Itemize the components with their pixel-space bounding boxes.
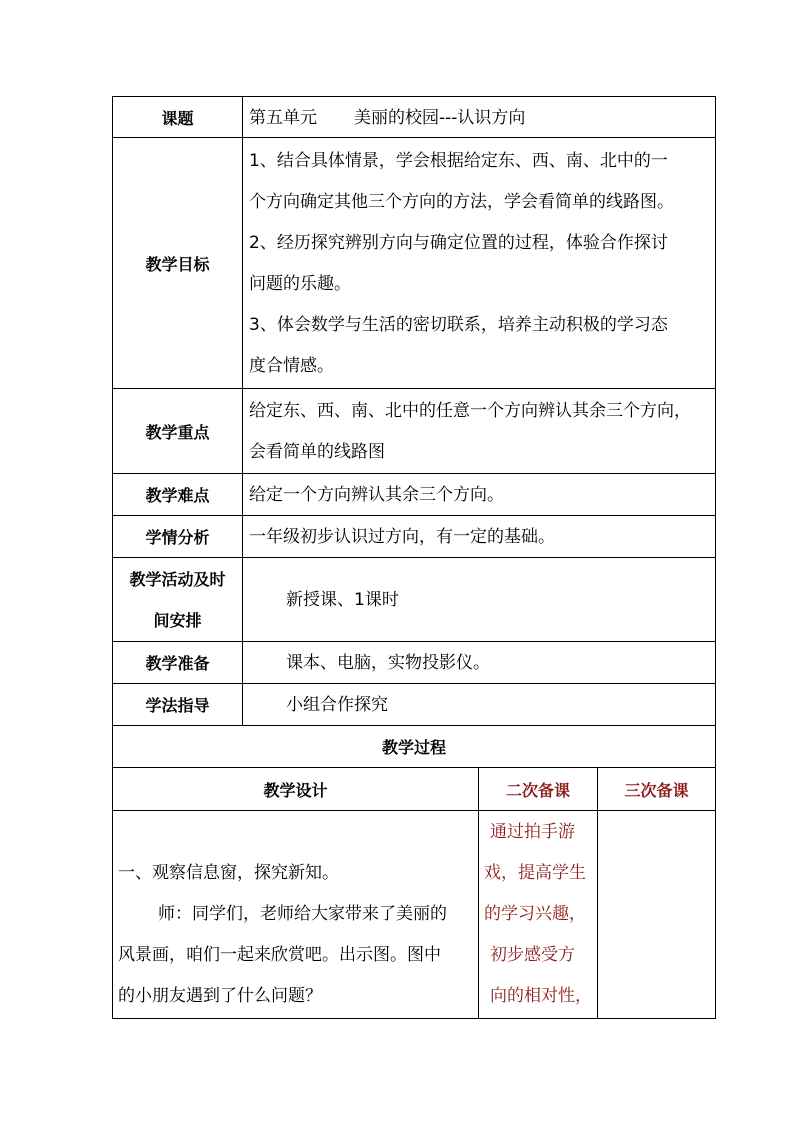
design-line: 的小朋友遇到了什么问题？ xyxy=(118,986,322,1006)
goals-line: 3、体会数学与生活的密切联系，培养主动积极的学习态 xyxy=(249,315,668,335)
prep-label: 教学准备 xyxy=(145,654,210,673)
second-prep-content xyxy=(484,812,592,1017)
third-prep-content xyxy=(598,811,715,1018)
schedule-text: 新授课、1课时 xyxy=(286,590,399,610)
goals-line: 问题的乐趣。 xyxy=(249,274,351,294)
analysis-text: 一年级初步认识过方向，有一定的基础。 xyxy=(249,527,555,547)
schedule-label-line: 间安排 xyxy=(153,610,202,630)
goals-line: 度合情感。 xyxy=(249,356,334,376)
second-prep-line: 通过拍手游 xyxy=(490,822,575,842)
key-points-text xyxy=(249,391,691,473)
key-points-label: 教学重点 xyxy=(145,422,210,442)
design-line: 风景画，咱们一起来欣赏吧。出示图。图中 xyxy=(118,945,441,965)
goals-line: 个方向确定其他三个方向的方法，学会看简单的线路图。 xyxy=(249,192,674,212)
prep-text: 课本、电脑，实物投影仪。 xyxy=(286,653,490,673)
design-content xyxy=(118,853,447,1017)
key-points-line: 给定东、西、南、北中的任意一个方向辨认其余三个方向， xyxy=(249,401,691,421)
goals-text xyxy=(249,141,674,387)
second-prep-column-header: 二次备课 xyxy=(505,780,570,800)
process-title: 教学过程 xyxy=(381,738,446,757)
second-prep-line: 戏，提高学生 xyxy=(484,863,586,883)
difficulty-text: 给定一个方向辨认其余三个方向。 xyxy=(249,485,504,505)
goals-line: 1、结合具体情景，学会根据给定东、西、南、北中的一 xyxy=(249,151,668,171)
lesson-title: 美丽的校园---认识方向 xyxy=(354,108,526,128)
analysis-label: 学情分析 xyxy=(145,528,210,547)
second-prep-line: 初步感受方 xyxy=(490,945,575,965)
design-line: 一、观察信息窗，探究新知。 xyxy=(118,863,339,883)
unit-name: 第五单元 xyxy=(249,108,317,128)
design-column-header: 教学设计 xyxy=(263,780,328,800)
goals-label: 教学目标 xyxy=(145,254,210,274)
goals-line: 2、经历探究辨别方向与确定位置的过程，体验合作探讨 xyxy=(249,233,668,253)
method-label: 学法指导 xyxy=(145,696,210,715)
key-points-line: 会看简单的线路图 xyxy=(249,442,385,462)
difficulty-label: 教学难点 xyxy=(145,486,210,505)
second-prep-line: 向的相对性， xyxy=(490,986,592,1006)
schedule-label-line: 教学活动及时 xyxy=(129,569,226,589)
schedule-label xyxy=(113,558,242,641)
topic-label: 课题 xyxy=(161,108,194,128)
method-text: 小组合作探究 xyxy=(286,695,388,715)
second-prep-line: 的学习兴趣， xyxy=(484,904,586,924)
design-line: 师：同学们，老师给大家带来了美丽的 xyxy=(158,904,447,924)
third-prep-column-header: 三次备课 xyxy=(624,780,689,800)
